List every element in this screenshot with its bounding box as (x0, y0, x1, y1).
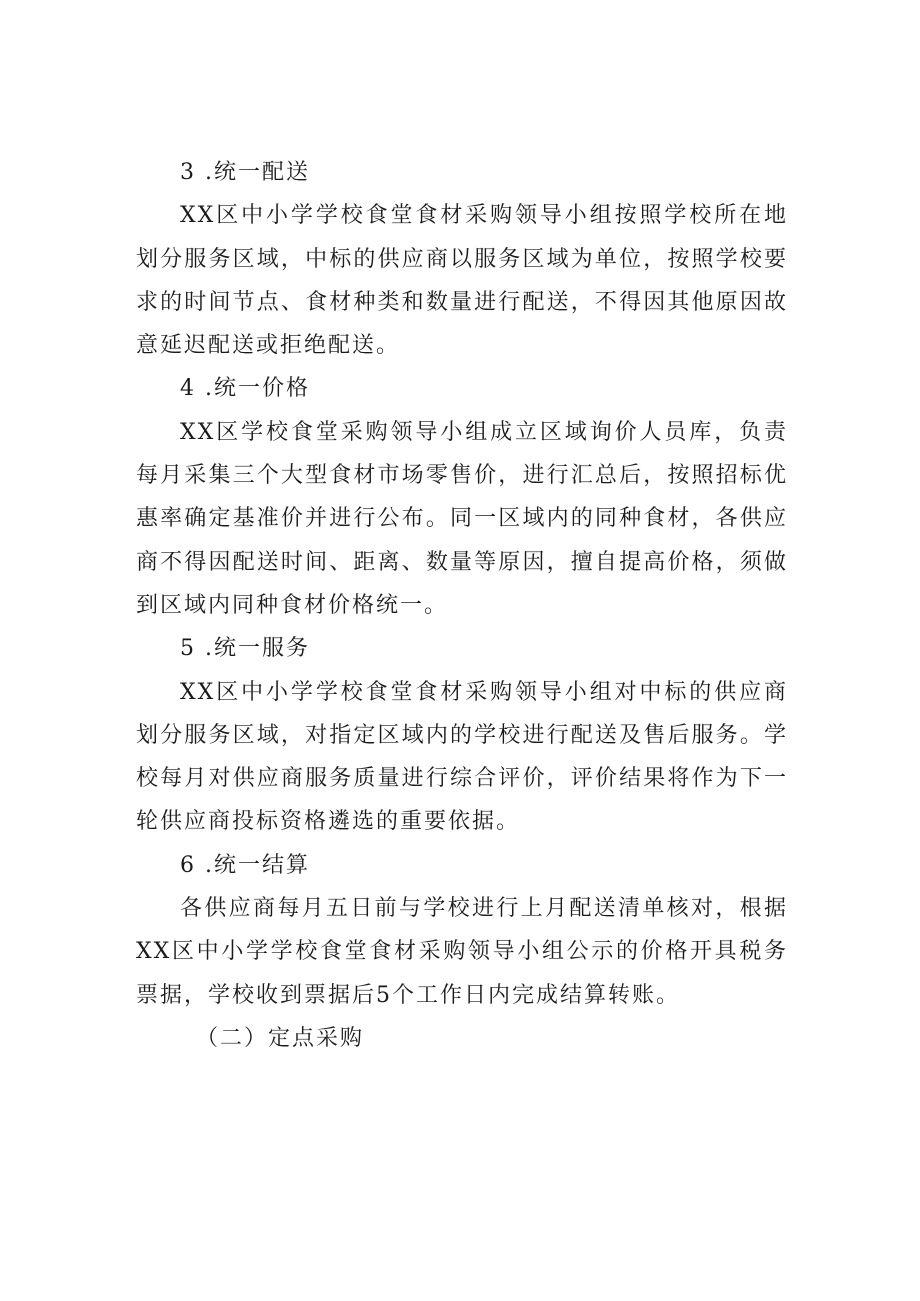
document-body (136, 151, 788, 1060)
heading-unified-delivery: 3 .统一配送 (180, 160, 310, 185)
heading-unified-service: 5 .统一服务 (180, 636, 310, 662)
paragraph-unified-delivery: XX区中小学学校食堂食材采购领导小组按照学校所在地划分服务区域，中标的供应商以服务区域为单位，按照学校要求的时间节点、食材种类和数量进行配送，不得因其他原因故意延迟配送或拒绝配送。 (136, 203, 788, 359)
heading-unified-settlement: 6 .统一结算 (180, 852, 310, 878)
paragraph-unified-price: XX区学校食堂采购领导小组成立区域询价人员库，负责每月采集三个大型食材市场零售价，进行汇总后，按照招标优惠率确定基准价并进行公布。同一区域内的同种食材，各供应商不得因配送时间、距离、数量等原因，擅自提高价格，须做到区域内同种食材价格统一。 (136, 419, 788, 618)
paragraph-unified-service: XX区中小学学校食堂食材采购领导小组对中标的供应商划分服务区域，对指定区域内的学校进行配送及售后服务。学校每月对供应商服务质量进行综合评价，评价结果将作为下一轮供应商投标资格遴选的重要依据。 (136, 679, 788, 835)
section-heading-designated-procurement: （二）定点采购 (196, 1025, 365, 1051)
heading-unified-price: 4 .统一价格 (180, 376, 310, 402)
paragraph-unified-settlement: 各供应商每月五日前与学校进行上月配送清单核对，根据XX区中小学学校食堂食材采购领导小组公示的价格开具税务票据，学校收到票据后5个工作日内完成结算转账。 (136, 896, 788, 1008)
